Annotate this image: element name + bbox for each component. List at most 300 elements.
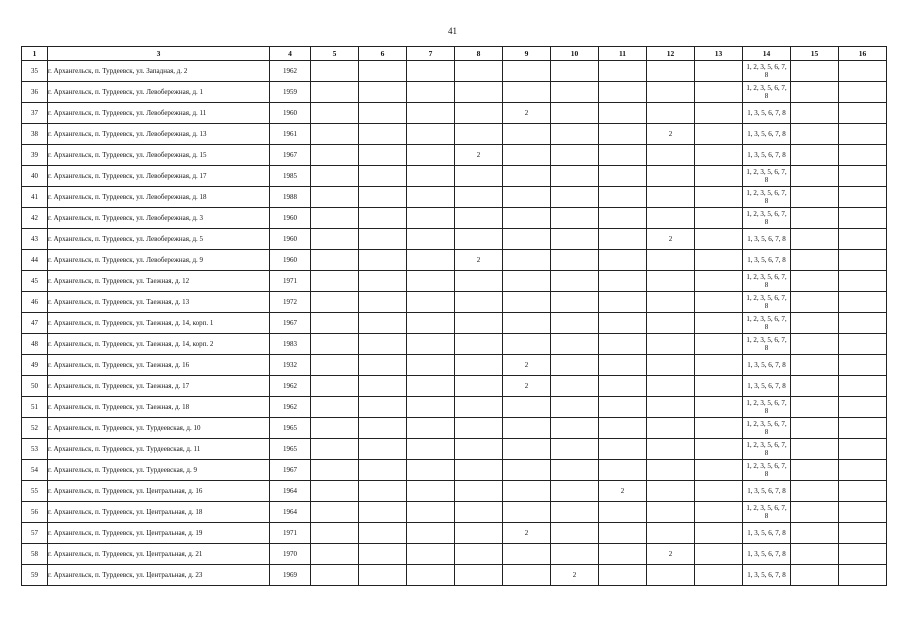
column-8-cell [455,166,503,187]
column-10-cell [551,208,599,229]
column-11-cell [599,208,647,229]
codes-text: 1, 3, 5, 6, 7, 8 [747,382,786,390]
column-header: 16 [839,47,887,61]
column-13-cell [695,166,743,187]
column-10-cell [551,523,599,544]
column-16-cell [839,355,887,376]
column-10-cell [551,544,599,565]
column-9-cell [503,187,551,208]
codes-cell [743,292,791,313]
column-11-cell [599,61,647,82]
column-7-cell [407,544,455,565]
address-cell: г. Архангельск, п. Турдеевск, ул. Левобережная, д. 9 [48,250,270,271]
column-13-cell [695,565,743,586]
column-7-cell [407,208,455,229]
column-11-cell [599,544,647,565]
column-6-cell [359,208,407,229]
column-12-cell [647,208,695,229]
column-13-cell [695,229,743,250]
column-5-cell [311,397,359,418]
column-header: 5 [311,47,359,61]
column-15-cell [791,544,839,565]
column-13-cell [695,292,743,313]
codes-text: 1, 2, 3, 5, 6, 7, 8 [746,294,787,310]
column-7-cell [407,418,455,439]
address-cell: г. Архангельск, п. Турдеевск, ул. Левобережная, д. 15 [48,145,270,166]
column-15-cell [791,250,839,271]
column-5-cell [311,523,359,544]
column-9-cell [503,334,551,355]
column-13-cell [695,187,743,208]
column-9-cell [503,82,551,103]
row-number: 42 [22,208,48,229]
table-row [22,565,887,586]
row-number: 36 [22,82,48,103]
column-9-cell: 2 [503,103,551,124]
row-number: 35 [22,61,48,82]
column-13-cell [695,61,743,82]
column-10-cell [551,271,599,292]
column-9-cell: 2 [503,376,551,397]
column-6-cell [359,544,407,565]
column-6-cell [359,481,407,502]
column-6-cell [359,565,407,586]
column-8-cell [455,523,503,544]
address-cell: г. Архангельск, п. Турдеевск, ул. Таежная, д. 17 [48,376,270,397]
column-7-cell [407,397,455,418]
column-16-cell [839,229,887,250]
column-9-cell [503,565,551,586]
column-7-cell [407,313,455,334]
row-number: 46 [22,292,48,313]
column-12-cell [647,334,695,355]
codes-text: 1, 3, 5, 6, 7, 8 [747,550,786,558]
column-15-cell [791,292,839,313]
column-12-cell: 2 [647,544,695,565]
column-5-cell [311,145,359,166]
codes-text: 1, 2, 3, 5, 6, 7, 8 [746,399,787,415]
column-8-cell [455,544,503,565]
codes-text: 1, 3, 5, 6, 7, 8 [747,529,786,537]
column-6-cell [359,292,407,313]
row-number: 58 [22,544,48,565]
codes-text: 1, 2, 3, 5, 6, 7, 8 [746,462,787,478]
column-10-cell [551,439,599,460]
column-7-cell [407,229,455,250]
codes-cell [743,418,791,439]
housing-register-table [21,46,887,586]
column-8-cell [455,355,503,376]
year-cell: 1967 [270,460,311,481]
row-number: 50 [22,376,48,397]
address-cell: г. Архангельск, п. Турдеевск, ул. Левобережная, д. 11 [48,103,270,124]
codes-cell [743,187,791,208]
column-16-cell [839,397,887,418]
table-row [22,271,887,292]
table-row [22,103,887,124]
column-7-cell [407,523,455,544]
column-15-cell [791,166,839,187]
column-7-cell [407,103,455,124]
column-13-cell [695,271,743,292]
table-row [22,439,887,460]
column-8-cell [455,418,503,439]
column-15-cell [791,187,839,208]
column-6-cell [359,523,407,544]
column-9-cell [503,544,551,565]
column-6-cell [359,166,407,187]
header-row [22,47,887,61]
year-cell: 1960 [270,229,311,250]
column-8-cell [455,565,503,586]
column-5-cell [311,187,359,208]
column-5-cell [311,565,359,586]
codes-cell [743,502,791,523]
column-8-cell [455,397,503,418]
column-16-cell [839,271,887,292]
column-10-cell [551,313,599,334]
column-10-cell [551,292,599,313]
column-12-cell [647,376,695,397]
table-row [22,523,887,544]
column-12-cell [647,61,695,82]
column-8-cell: 2 [455,250,503,271]
year-cell: 1964 [270,502,311,523]
column-8-cell [455,376,503,397]
column-15-cell [791,565,839,586]
address-cell: г. Архангельск, п. Турдеевск, ул. Западная, д. 2 [48,61,270,82]
column-15-cell [791,397,839,418]
year-cell: 1985 [270,166,311,187]
column-6-cell [359,460,407,481]
column-15-cell [791,481,839,502]
codes-text: 1, 3, 5, 6, 7, 8 [747,571,786,579]
table-row [22,376,887,397]
column-15-cell [791,103,839,124]
column-13-cell [695,208,743,229]
column-16-cell [839,481,887,502]
column-11-cell [599,250,647,271]
column-13-cell [695,103,743,124]
column-13-cell [695,544,743,565]
codes-cell [743,313,791,334]
column-6-cell [359,124,407,145]
column-11-cell [599,565,647,586]
column-9-cell [503,460,551,481]
column-header: 13 [695,47,743,61]
column-7-cell [407,145,455,166]
codes-text: 1, 2, 3, 5, 6, 7, 8 [746,420,787,436]
column-7-cell [407,439,455,460]
column-15-cell [791,313,839,334]
codes-text: 1, 2, 3, 5, 6, 7, 8 [746,189,787,205]
column-8-cell [455,292,503,313]
column-7-cell [407,334,455,355]
column-6-cell [359,313,407,334]
column-6-cell [359,61,407,82]
column-5-cell [311,313,359,334]
column-16-cell [839,187,887,208]
codes-text: 1, 2, 3, 5, 6, 7, 8 [746,210,787,226]
codes-text: 1, 2, 3, 5, 6, 7, 8 [746,84,787,100]
column-12-cell [647,439,695,460]
address-cell: г. Архангельск, п. Турдеевск, ул. Таежная, д. 12 [48,271,270,292]
year-cell: 1960 [270,103,311,124]
row-number: 56 [22,502,48,523]
codes-cell [743,439,791,460]
codes-text: 1, 2, 3, 5, 6, 7, 8 [746,315,787,331]
row-number: 59 [22,565,48,586]
column-8-cell [455,208,503,229]
column-5-cell [311,502,359,523]
row-number: 57 [22,523,48,544]
column-16-cell [839,313,887,334]
column-6-cell [359,397,407,418]
row-number: 52 [22,418,48,439]
address-cell: г. Архангельск, п. Турдеевск, ул. Таежная, д. 16 [48,355,270,376]
address-cell: г. Архангельск, п. Турдеевск, ул. Таежная, д. 13 [48,292,270,313]
column-10-cell [551,481,599,502]
column-16-cell [839,523,887,544]
column-11-cell [599,355,647,376]
column-13-cell [695,481,743,502]
address-cell: г. Архангельск, п. Турдеевск, ул. Левобережная, д. 1 [48,82,270,103]
column-12-cell [647,460,695,481]
column-7-cell [407,166,455,187]
column-13-cell [695,439,743,460]
column-8-cell [455,187,503,208]
codes-cell [743,229,791,250]
column-10-cell [551,334,599,355]
column-16-cell [839,418,887,439]
row-number: 47 [22,313,48,334]
column-11-cell [599,292,647,313]
address-cell: г. Архангельск, п. Турдеевск, ул. Левобережная, д. 13 [48,124,270,145]
year-cell: 1983 [270,334,311,355]
column-5-cell [311,82,359,103]
column-8-cell [455,460,503,481]
codes-cell [743,544,791,565]
codes-text: 1, 2, 3, 5, 6, 7, 8 [746,63,787,79]
column-15-cell [791,355,839,376]
column-7-cell [407,250,455,271]
column-9-cell [503,124,551,145]
column-15-cell [791,124,839,145]
row-number: 48 [22,334,48,355]
table-row [22,166,887,187]
column-12-cell [647,355,695,376]
year-cell: 1961 [270,124,311,145]
column-header: 12 [647,47,695,61]
table-row [22,313,887,334]
codes-cell [743,208,791,229]
column-16-cell [839,544,887,565]
table-row [22,460,887,481]
column-10-cell [551,502,599,523]
address-cell: г. Архангельск, п. Турдеевск, ул. Турдеевская, д. 9 [48,460,270,481]
address-cell: г. Архангельск, п. Турдеевск, ул. Центральная, д. 21 [48,544,270,565]
column-15-cell [791,376,839,397]
column-12-cell [647,418,695,439]
column-10-cell [551,355,599,376]
column-13-cell [695,250,743,271]
column-5-cell [311,355,359,376]
column-13-cell [695,82,743,103]
column-10-cell [551,460,599,481]
codes-cell [743,481,791,502]
column-5-cell [311,334,359,355]
table-row [22,124,887,145]
column-header: 15 [791,47,839,61]
column-5-cell [311,208,359,229]
address-cell: г. Архангельск, п. Турдеевск, ул. Центральная, д. 16 [48,481,270,502]
column-13-cell [695,124,743,145]
column-10-cell [551,418,599,439]
column-11-cell [599,397,647,418]
column-7-cell [407,271,455,292]
table-row [22,229,887,250]
table-row [22,397,887,418]
table-row [22,418,887,439]
column-11-cell [599,82,647,103]
address-cell: г. Архангельск, п. Турдеевск, ул. Таежная, д. 14, корп. 1 [48,313,270,334]
column-12-cell [647,502,695,523]
year-cell: 1964 [270,481,311,502]
column-7-cell [407,481,455,502]
codes-text: 1, 3, 5, 6, 7, 8 [747,151,786,159]
column-5-cell [311,229,359,250]
column-8-cell [455,334,503,355]
column-10-cell [551,103,599,124]
row-number: 43 [22,229,48,250]
column-11-cell [599,103,647,124]
column-13-cell [695,502,743,523]
column-8-cell [455,439,503,460]
column-9-cell [503,397,551,418]
column-16-cell [839,82,887,103]
table-row [22,187,887,208]
codes-cell [743,82,791,103]
column-13-cell [695,313,743,334]
column-5-cell [311,166,359,187]
column-5-cell [311,439,359,460]
column-16-cell [839,292,887,313]
column-12-cell [647,145,695,166]
column-11-cell [599,439,647,460]
codes-text: 1, 3, 5, 6, 7, 8 [747,256,786,264]
codes-cell [743,523,791,544]
address-cell: г. Архангельск, п. Турдеевск, ул. Левобережная, д. 3 [48,208,270,229]
column-header: 1 [22,47,48,61]
address-cell: г. Архангельск, п. Турдеевск, ул. Турдеевская, д. 10 [48,418,270,439]
column-15-cell [791,334,839,355]
column-13-cell [695,523,743,544]
column-6-cell [359,82,407,103]
column-12-cell [647,250,695,271]
codes-text: 1, 2, 3, 5, 6, 7, 8 [746,504,787,520]
row-number: 55 [22,481,48,502]
column-9-cell [503,229,551,250]
codes-text: 1, 2, 3, 5, 6, 7, 8 [746,336,787,352]
column-10-cell [551,145,599,166]
column-13-cell [695,145,743,166]
column-header: 4 [270,47,311,61]
row-number: 49 [22,355,48,376]
column-5-cell [311,481,359,502]
table-row [22,355,887,376]
column-header: 11 [599,47,647,61]
column-11-cell [599,166,647,187]
table-body [22,61,887,586]
column-12-cell [647,271,695,292]
column-5-cell [311,544,359,565]
year-cell: 1988 [270,187,311,208]
column-6-cell [359,250,407,271]
address-cell: г. Архангельск, п. Турдеевск, ул. Центральная, д. 23 [48,565,270,586]
address-cell: г. Архангельск, п. Турдеевск, ул. Центральная, д. 19 [48,523,270,544]
column-9-cell: 2 [503,355,551,376]
column-16-cell [839,145,887,166]
column-15-cell [791,208,839,229]
table-row [22,334,887,355]
column-10-cell [551,397,599,418]
column-16-cell [839,208,887,229]
column-7-cell [407,124,455,145]
column-5-cell [311,376,359,397]
codes-cell [743,61,791,82]
year-cell: 1967 [270,313,311,334]
column-8-cell [455,61,503,82]
column-10-cell [551,166,599,187]
column-11-cell [599,145,647,166]
column-10-cell [551,376,599,397]
column-16-cell [839,502,887,523]
column-9-cell [503,145,551,166]
row-number: 44 [22,250,48,271]
column-11-cell [599,376,647,397]
column-8-cell: 2 [455,145,503,166]
column-12-cell: 2 [647,229,695,250]
column-7-cell [407,565,455,586]
codes-text: 1, 3, 5, 6, 7, 8 [747,130,786,138]
column-15-cell [791,502,839,523]
column-7-cell [407,502,455,523]
column-9-cell: 2 [503,523,551,544]
column-12-cell [647,523,695,544]
column-7-cell [407,82,455,103]
column-8-cell [455,313,503,334]
year-cell: 1965 [270,418,311,439]
year-cell: 1932 [270,355,311,376]
year-cell: 1962 [270,376,311,397]
column-10-cell [551,124,599,145]
year-cell: 1959 [270,82,311,103]
column-11-cell [599,124,647,145]
column-header: 3 [48,47,270,61]
column-16-cell [839,103,887,124]
column-15-cell [791,145,839,166]
column-15-cell [791,271,839,292]
year-cell: 1967 [270,145,311,166]
column-13-cell [695,334,743,355]
codes-text: 1, 2, 3, 5, 6, 7, 8 [746,441,787,457]
address-cell: г. Архангельск, п. Турдеевск, ул. Левобережная, д. 17 [48,166,270,187]
column-13-cell [695,460,743,481]
codes-cell [743,166,791,187]
year-cell: 1971 [270,271,311,292]
column-11-cell [599,523,647,544]
row-number: 51 [22,397,48,418]
